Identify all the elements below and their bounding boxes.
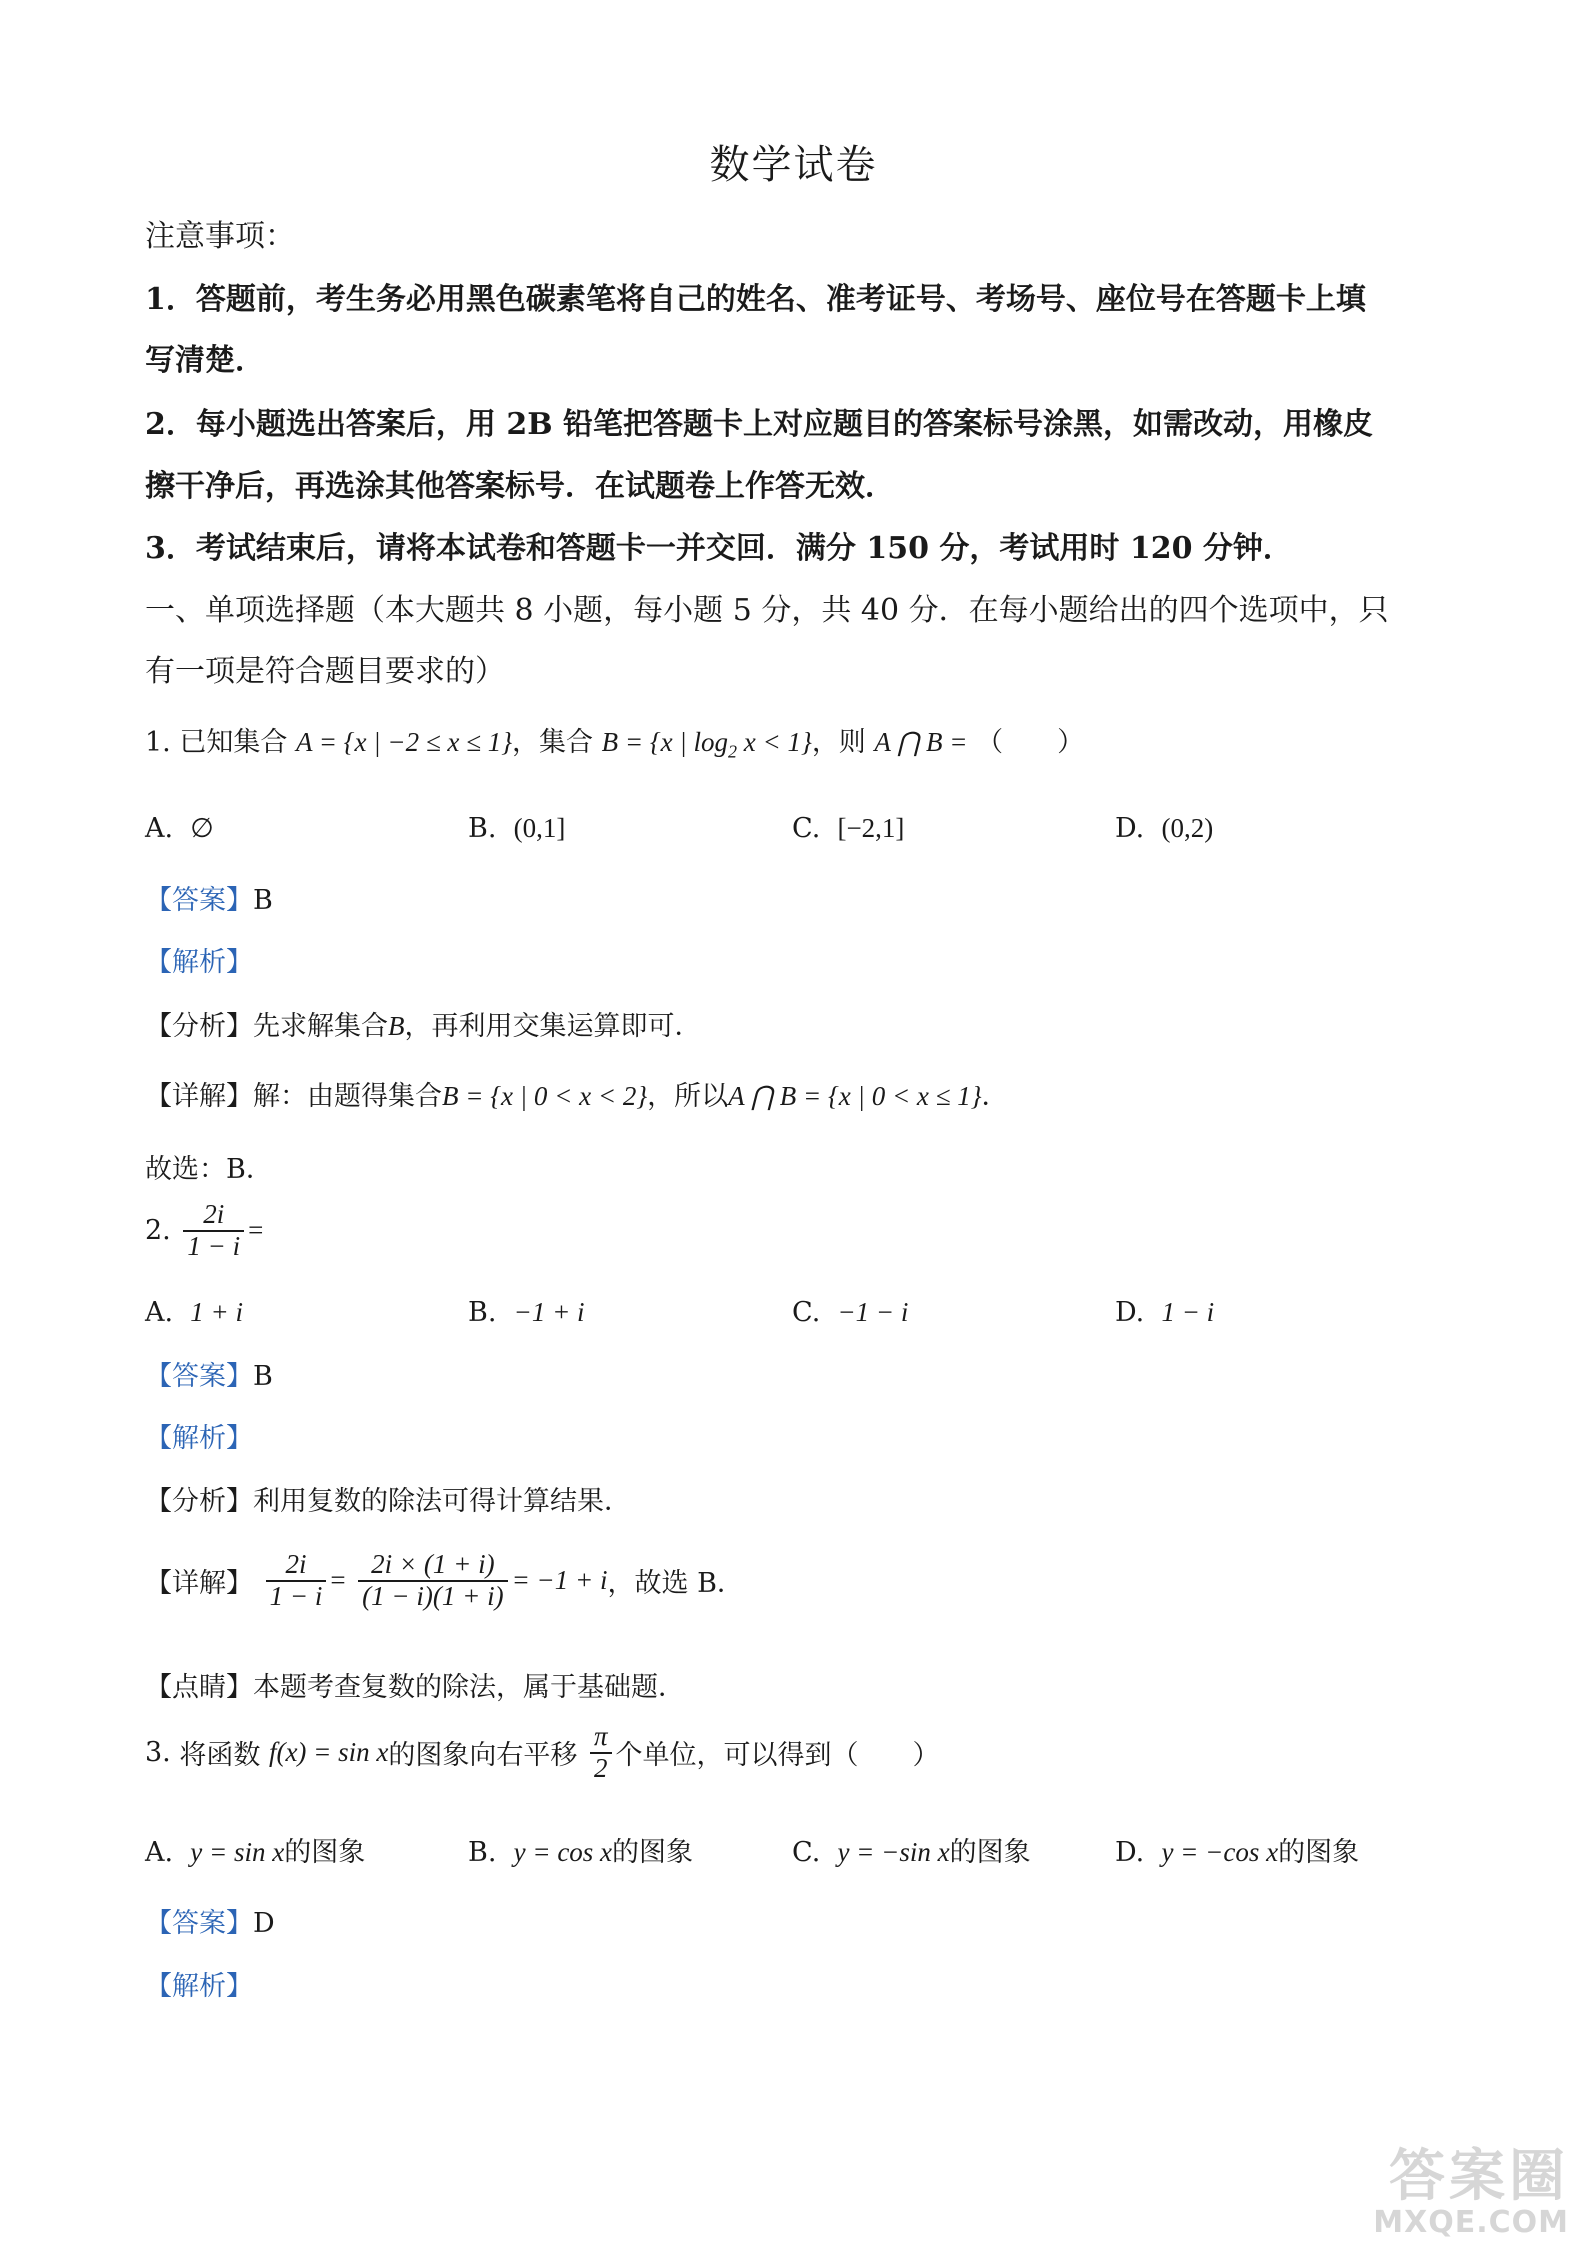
answer-tag: 【答案】 xyxy=(145,1361,253,1392)
option-c: C. y = −sin x的图象 xyxy=(792,1837,1031,1868)
question-number: 2. xyxy=(145,1215,171,1247)
answer-line xyxy=(145,1902,275,1946)
answer-line xyxy=(145,879,273,923)
dianjing-line: 【点睛】本题考查复数的除法，属于基础题． xyxy=(145,1672,685,1703)
option-d: D. (0,2) xyxy=(1115,813,1214,844)
answer-tag: 【答案】 xyxy=(145,1908,253,1939)
fraction: $\frac{2i}{1 - i}$ xyxy=(183,1200,244,1261)
option-c: C. −1 − i xyxy=(792,1297,909,1328)
answer-value: B xyxy=(253,885,273,916)
fenxi-line: 【分析】利用复数的除法可得计算结果． xyxy=(145,1486,631,1517)
math-expression: B = {x | $\log_2 x < 1$} xyxy=(601,727,812,762)
question-number: 3. xyxy=(145,1737,171,1769)
fenxi-line: 【分析】先求解集合B，再利用交集运算即可． xyxy=(145,1011,702,1042)
section-heading-line-2: 有一项是符合题目要求的） xyxy=(145,654,505,689)
detail-line: 【详解】 $\frac{2i}{1 - i}$ = $\frac{2i \times (1 + i)}{(1 - i)(1 + i)}$ = −1 + i，故选 B． xyxy=(145,1549,744,1611)
watermark-logo-text: 答案圈 xyxy=(1389,2144,1569,2209)
question-text: 已知集合 xyxy=(179,727,288,758)
equals-sign: = xyxy=(248,1215,264,1246)
notice-item-3: 3．考试结束后，请将本试卷和答题卡一并交回．满分 150 分，考试用时 120 分钟． xyxy=(145,531,1293,566)
question-2-stem xyxy=(145,1200,263,1261)
watermark xyxy=(1373,2144,1569,2240)
analysis-tag: 【解析】 xyxy=(145,1423,253,1454)
fraction: $\frac{2i}{1 - i}$ xyxy=(266,1550,327,1611)
section-heading-line-1: 一、单项选择题（本大题共 8 小题，每小题 5 分，共 40 分．在每小题给出的四个选项中，只 xyxy=(145,593,1389,628)
question-3-stem: 3. 将函数 f(x) = sin x的图象向右平移 $\frac{\pi}{2}$ 个单位，可以得到（ ） xyxy=(145,1721,940,1783)
answer-tag: 【答案】 xyxy=(145,885,253,916)
question-text: ，集合 xyxy=(512,727,594,758)
option-a: A. y = sin x的图象 xyxy=(145,1837,366,1868)
option-a: A. ∅ xyxy=(145,813,214,844)
notice-item-1-line-2: 写清楚． xyxy=(145,343,265,378)
answer-value: B xyxy=(253,1361,273,1392)
math-expression: f(x) = sin x xyxy=(268,1737,389,1768)
question-text: ，则 xyxy=(811,727,866,758)
fraction: $\frac{2i \times (1 + i)}{(1 - i)(1 + i)}$ xyxy=(358,1550,507,1611)
option-c: C. [−2,1] xyxy=(792,813,905,844)
answer-value: D xyxy=(253,1908,275,1939)
page-title: 数学试卷 xyxy=(709,142,878,188)
notice-item-1-line-1: 1．答题前，考生务必用黑色碳素笔将自己的姓名、准考证号、考场号、座位号在答题卡上填 xyxy=(145,282,1366,317)
question-1-stem xyxy=(145,720,1084,773)
notice-item-2-line-1: 2．每小题选出答案后，用 2B 铅笔把答题卡上对应题目的答案标号涂黑，如需改动，用橡皮 xyxy=(145,407,1373,442)
question-number: 1. xyxy=(145,727,171,758)
option-d: D. 1 − i xyxy=(1115,1297,1215,1328)
notice-item-2-line-2: 擦干净后，再选涂其他答案标号．在试题卷上作答无效． xyxy=(145,469,895,504)
option-d: D. y = −cos x的图象 xyxy=(1115,1837,1360,1868)
analysis-tag: 【解析】 xyxy=(145,1971,253,2002)
math-expression: A ⋂ B = xyxy=(874,727,968,757)
fraction: $\frac{\pi}{2}$ xyxy=(590,1722,612,1783)
notice-heading: 注意事项： xyxy=(145,219,295,254)
option-b: B. y = cos x的图象 xyxy=(468,1837,694,1868)
option-b: B. (0,1] xyxy=(468,813,566,844)
analysis-tag: 【解析】 xyxy=(145,947,253,978)
option-a: A. 1 + i xyxy=(145,1297,243,1328)
conclusion-line: 故选：B． xyxy=(145,1154,273,1185)
detail-line: 【详解】解：由题得集合B = {x | 0 < x < 2}，所以A ⋂ B = {x | 0 < x ≤ 1}． xyxy=(145,1081,1009,1112)
option-b: B. −1 + i xyxy=(468,1297,585,1328)
answer-parentheses: （ ） xyxy=(976,727,1085,758)
math-expression: A = {x | −2 ≤ x ≤ 1} xyxy=(295,727,513,757)
answer-line xyxy=(145,1355,273,1399)
watermark-url: MXQE.COM xyxy=(1373,2205,1569,2240)
